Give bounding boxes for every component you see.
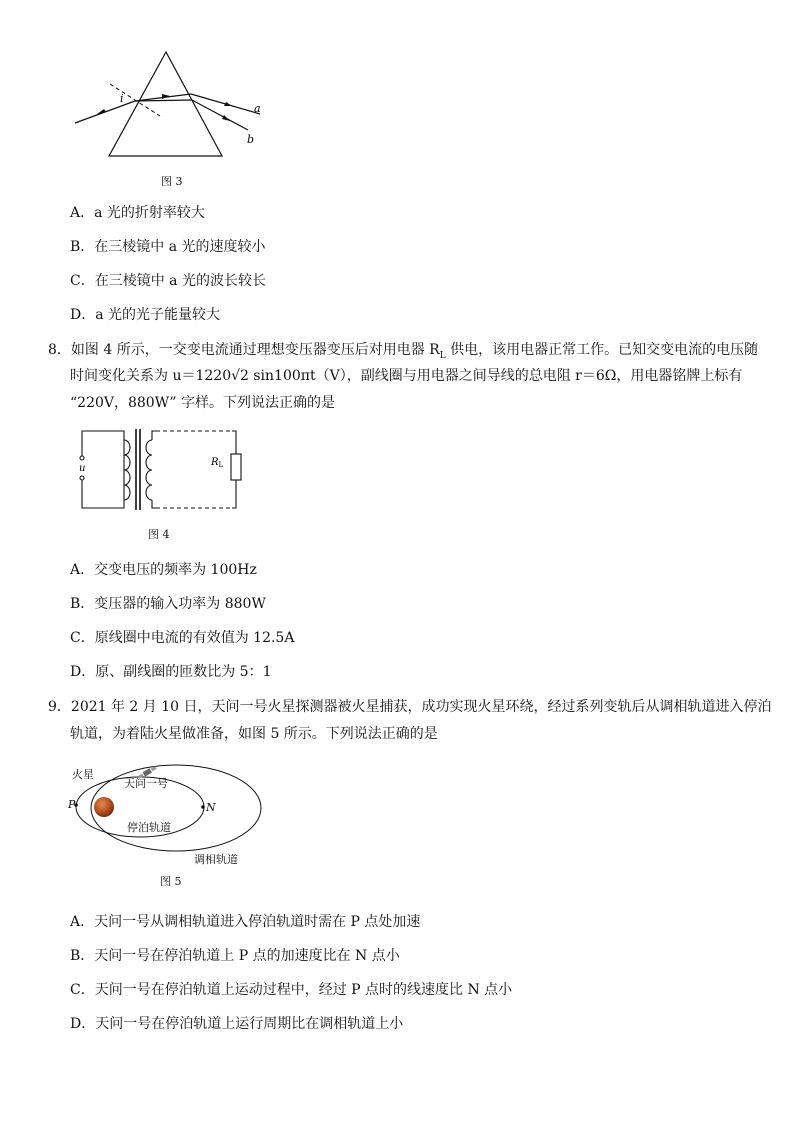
q7-option-c: C．在三棱镜中 a 光的波长较长 bbox=[70, 273, 266, 289]
ray-a-arrow-out bbox=[224, 102, 232, 106]
q8-stem-line-1: 8．如图 4 所示，一交变电流通过理想变压器变压后对用电器 $R_L$ 供电，该用电器正常工作。已知交变电流的电压随 bbox=[48, 342, 759, 361]
point-N bbox=[201, 805, 205, 809]
q9-option-d: D．天问一号在停泊轨道上运行周期比在调相轨道上小 bbox=[70, 1016, 404, 1032]
secondary-wire-bottom bbox=[152, 480, 236, 508]
P-label: P bbox=[68, 798, 76, 811]
N-label: N bbox=[206, 801, 216, 814]
q8-option-c: C．原线圈中电流的有效值为 12.5A bbox=[70, 630, 295, 646]
secondary-wire-top bbox=[152, 431, 236, 454]
q9-option-b: B．天问一号在停泊轨道上 P 点的加速度比在 N 点小 bbox=[70, 948, 400, 964]
q7-option-d: D．a 光的光子能量较大 bbox=[70, 307, 221, 323]
u-label: u bbox=[79, 463, 86, 474]
orbit-figure bbox=[68, 758, 268, 872]
mars-label: 火星 bbox=[72, 768, 94, 781]
terminal-bottom bbox=[80, 476, 84, 480]
primary-wire bbox=[82, 431, 124, 508]
prism-figure bbox=[70, 44, 270, 164]
primary-coil bbox=[124, 440, 130, 500]
q8-option-a: A．交变电压的频率为 100Hz bbox=[70, 562, 257, 578]
q8-option-d: D．原、副线圈的匝数比为 5：1 bbox=[70, 664, 272, 680]
figure-5-caption: 图 5 bbox=[160, 875, 182, 888]
q7-option-b: B．在三棱镜中 a 光的速度较小 bbox=[70, 239, 266, 255]
q9-option-a: A．天问一号从调相轨道进入停泊轨道时需在 P 点处加速 bbox=[70, 914, 421, 930]
q9-stem-line-1: 9．2021 年 2 月 10 日，天问一号火星探测器被火星捕获，成功实现火星环绕，经过系列变轨后从调相轨道进入停泊 bbox=[48, 699, 772, 715]
q9-stem-line-2: 轨道，为着陆火星做准备，如图 5 所示。下列说法正确的是 bbox=[70, 726, 438, 742]
q8-stem-line-2: 时间变化关系为 u＝1220√2 sin100πt（V），副线圈与用电器之间导线的总电阻 r＝6Ω，用电器铭牌上标有 bbox=[70, 368, 743, 384]
q8-stem-line-3: “220V，880W” 字样。下列说法正确的是 bbox=[70, 395, 335, 411]
q8-option-b: B．变压器的输入功率为 880W bbox=[70, 596, 266, 612]
ray-a-label: a bbox=[254, 102, 261, 115]
phasing-orbit-label: 调相轨道 bbox=[194, 853, 238, 866]
normal-line bbox=[110, 84, 160, 116]
phasing-orbit bbox=[91, 765, 261, 851]
figure-3-caption: 图 3 bbox=[161, 175, 183, 188]
R-label: $R_L$ bbox=[211, 457, 224, 469]
mars-planet bbox=[94, 797, 114, 817]
terminal-top bbox=[80, 456, 84, 460]
figure-4-caption: 图 4 bbox=[148, 528, 170, 541]
secondary-coil bbox=[146, 440, 152, 500]
ray-b-label: b bbox=[247, 133, 255, 146]
q7-option-a: A．a 光的折射率较大 bbox=[70, 205, 205, 221]
angle-label: i bbox=[120, 92, 124, 105]
resistor-RL bbox=[231, 454, 241, 480]
ray-b-arrow-out bbox=[222, 115, 230, 121]
q9-option-c: C．天问一号在停泊轨道上运动过程中，经过 P 点时的线速度比 N 点小 bbox=[70, 982, 513, 998]
transformer-figure bbox=[72, 428, 247, 516]
probe-label: 天问一号 bbox=[124, 777, 168, 790]
parking-orbit-label: 停泊轨道 bbox=[127, 821, 171, 834]
